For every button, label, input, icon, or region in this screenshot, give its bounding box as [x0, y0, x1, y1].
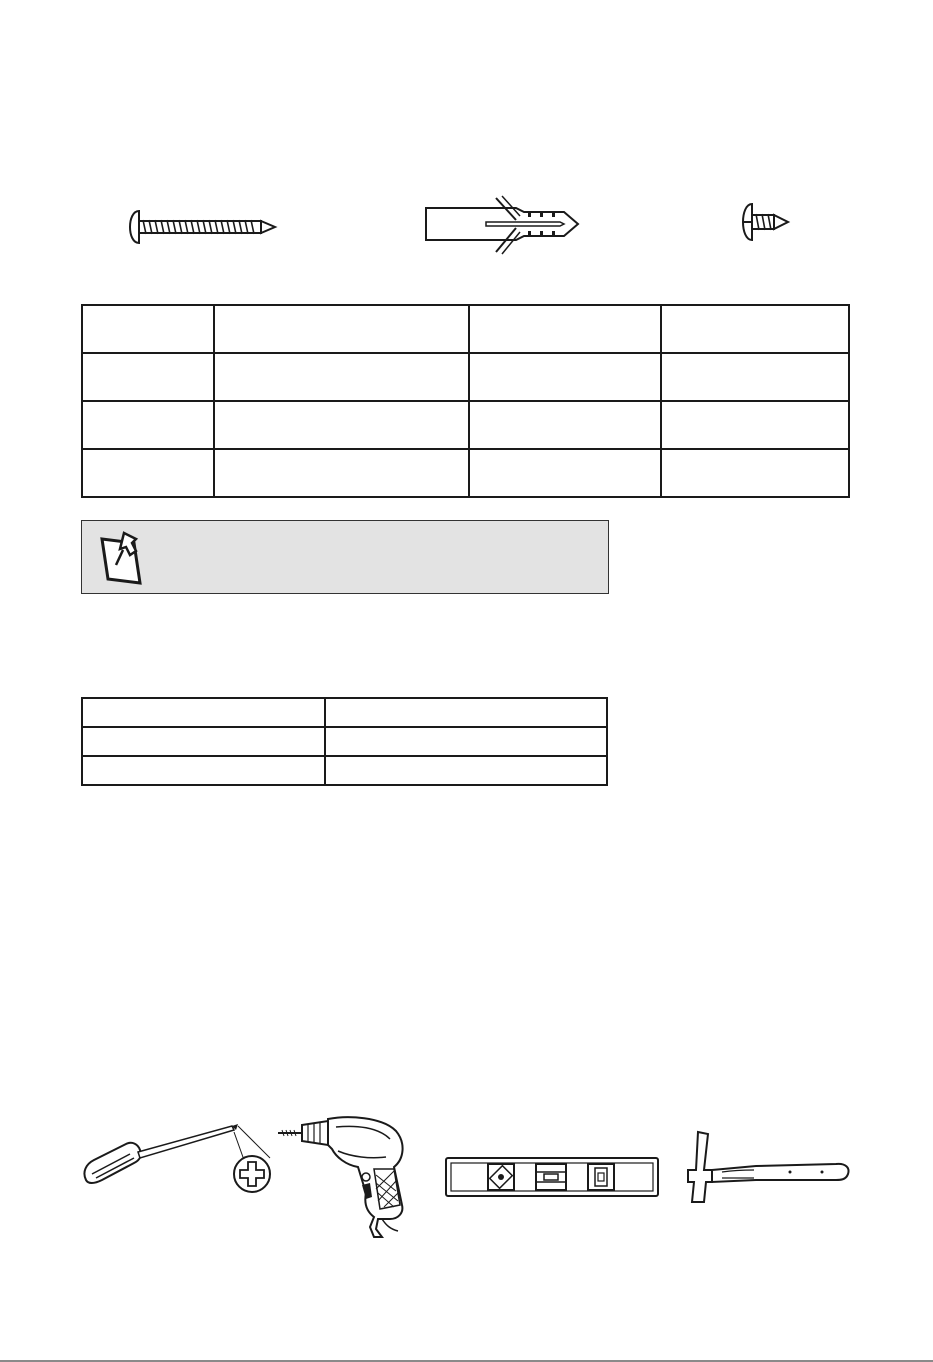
table-row [82, 305, 849, 353]
parts-spec-table [81, 304, 850, 498]
pushpin-note-icon [96, 529, 146, 587]
table-cell [661, 401, 849, 449]
size-table [81, 697, 608, 786]
table-row [82, 698, 607, 727]
table-row [82, 449, 849, 497]
table-cell [325, 727, 607, 756]
table-cell [661, 305, 849, 353]
phillips-screwdriver-icon [82, 1118, 272, 1198]
table-cell [469, 353, 661, 401]
wall-anchor-icon [424, 196, 580, 256]
long-screw-icon [125, 207, 277, 247]
table-cell [82, 698, 325, 727]
table-cell [82, 305, 214, 353]
table-row [82, 401, 849, 449]
spirit-level-icon [444, 1156, 660, 1198]
table-cell [214, 353, 469, 401]
table-cell [469, 401, 661, 449]
table-cell [82, 401, 214, 449]
electric-drill-icon [278, 1113, 418, 1237]
hammer-icon [686, 1130, 852, 1206]
table-cell [214, 305, 469, 353]
short-screw-icon [738, 202, 792, 242]
table-cell [661, 449, 849, 497]
table-cell [214, 449, 469, 497]
table-row [82, 727, 607, 756]
table-cell [325, 698, 607, 727]
table-cell [82, 449, 214, 497]
table-cell [469, 449, 661, 497]
table-cell [82, 727, 325, 756]
table-row [82, 756, 607, 785]
table-cell [214, 401, 469, 449]
table-cell [325, 756, 607, 785]
table-row [82, 353, 849, 401]
table-cell [661, 353, 849, 401]
table-cell [82, 756, 325, 785]
table-cell [82, 353, 214, 401]
table-cell [469, 305, 661, 353]
note-box [81, 520, 609, 594]
